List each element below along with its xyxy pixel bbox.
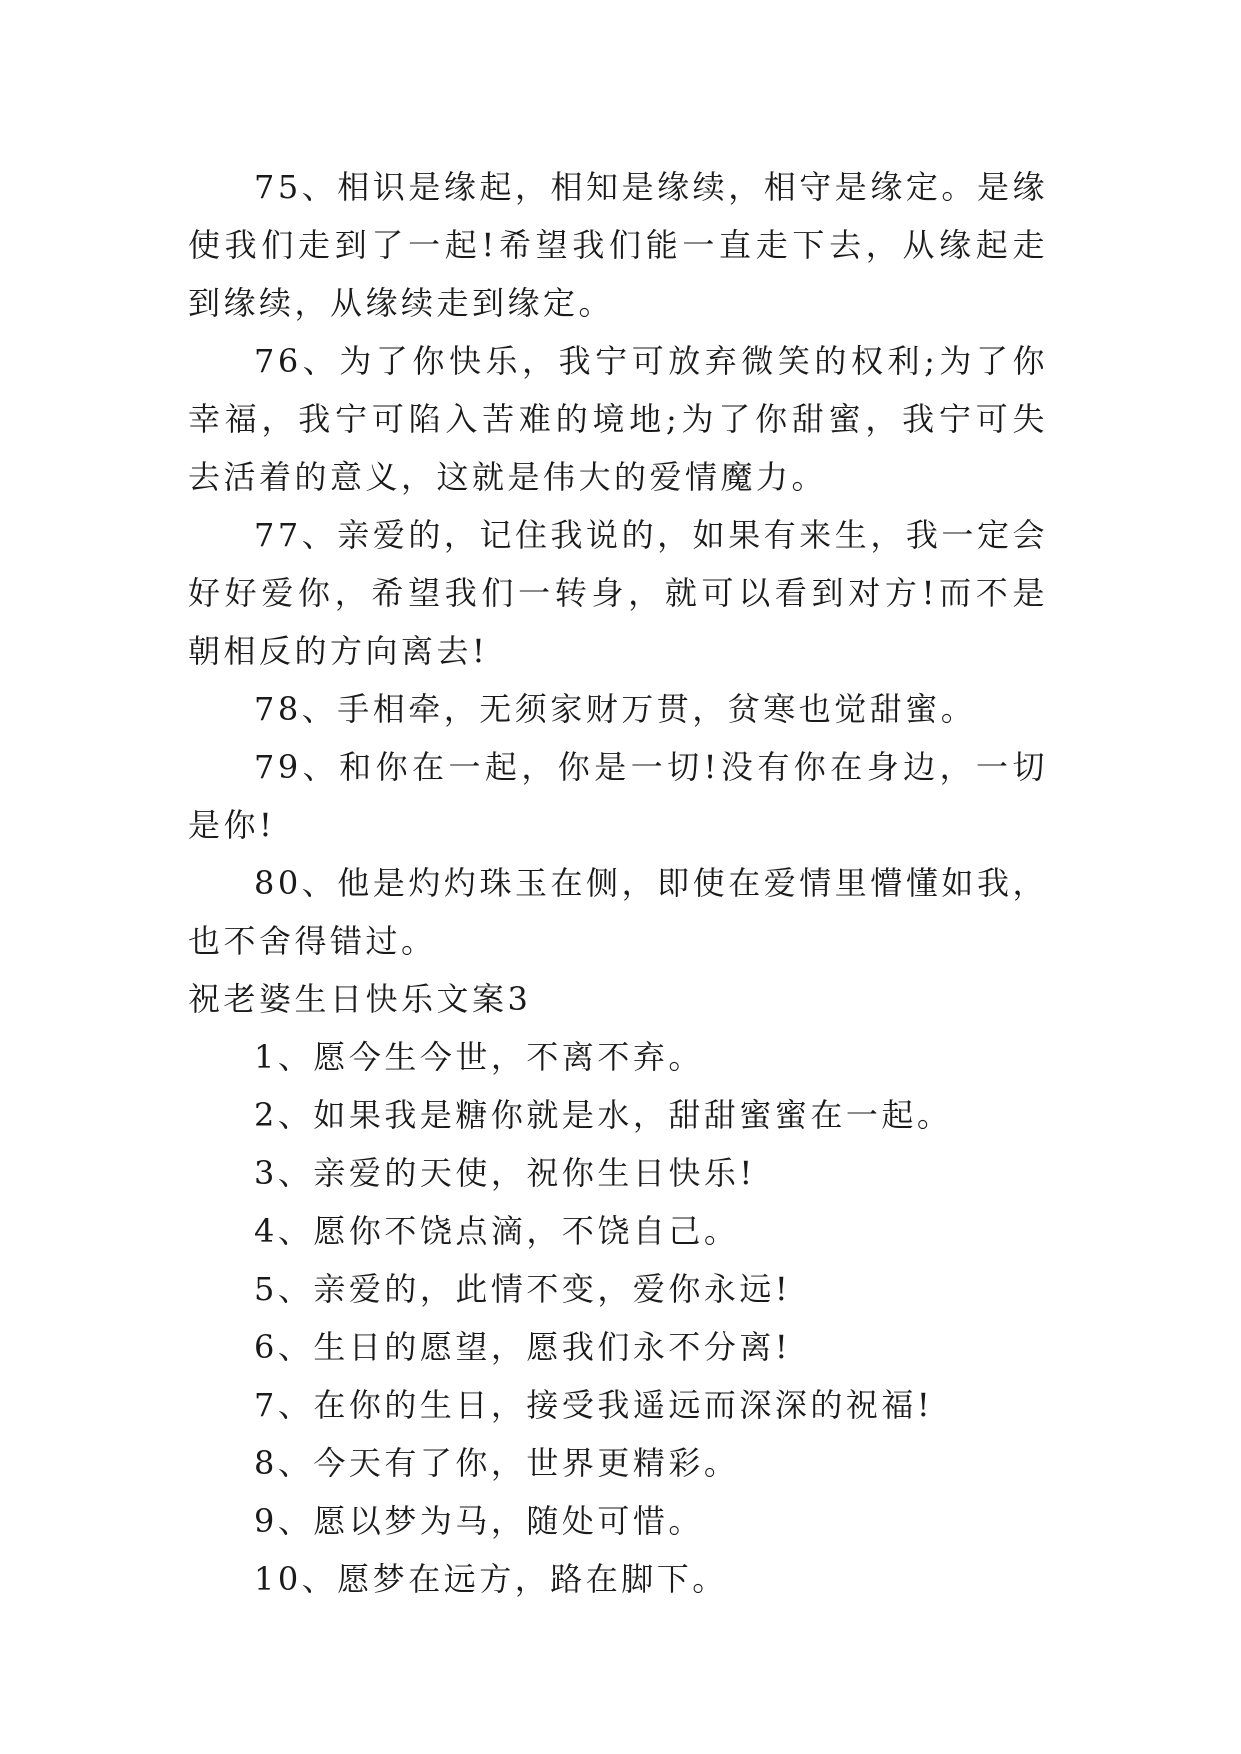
list-item-4: 4、愿你不饶点滴，不饶自己。 bbox=[254, 1212, 740, 1250]
section-heading: 祝老婆生日快乐文案3 bbox=[188, 980, 532, 1018]
list-item-1: 1、愿今生今世，不离不弃。 bbox=[254, 1038, 704, 1076]
paragraph-79: 79、和你在一起，你是一切!没有你在身边，一切是你! bbox=[188, 748, 1048, 844]
list-item-9: 9、愿以梦为马，随处可惜。 bbox=[254, 1502, 704, 1540]
paragraph-77: 77、亲爱的，记住我说的，如果有来生，我一定会好好爱你，希望我们一转身，就可以看到对方!而不是朝相反的方向离去! bbox=[188, 516, 1048, 670]
list-item-10: 10、愿梦在远方，路在脚下。 bbox=[254, 1560, 728, 1598]
paragraph-78: 78、手相牵，无须家财万贯，贫寒也觉甜蜜。 bbox=[254, 690, 977, 728]
paragraph-75: 75、相识是缘起，相知是缘续，相守是缘定。是缘使我们走到了一起!希望我们能一直走下去，从缘起走到缘续，从缘续走到缘定。 bbox=[188, 168, 1048, 322]
paragraph-76: 76、为了你快乐，我宁可放弃微笑的权利;为了你幸福，我宁可陷入苦难的境地;为了你甜蜜，我宁可失去活着的意义，这就是伟大的爱情魔力。 bbox=[188, 342, 1048, 496]
list-item-6: 6、生日的愿望，愿我们永不分离! bbox=[254, 1328, 792, 1366]
list-item-3: 3、亲爱的天使，祝你生日快乐! bbox=[254, 1154, 756, 1192]
document-body bbox=[188, 158, 1048, 1608]
list-item-8: 8、今天有了你，世界更精彩。 bbox=[254, 1444, 740, 1482]
list-item-2: 2、如果我是糖你就是水，甜甜蜜蜜在一起。 bbox=[254, 1096, 953, 1134]
list-item-5: 5、亲爱的，此情不变，爱你永远! bbox=[254, 1270, 792, 1308]
paragraph-80: 80、他是灼灼珠玉在侧，即使在爱情里懵懂如我，也不舍得错过。 bbox=[188, 864, 1048, 960]
list-item-7: 7、在你的生日，接受我遥远而深深的祝福! bbox=[254, 1386, 934, 1424]
